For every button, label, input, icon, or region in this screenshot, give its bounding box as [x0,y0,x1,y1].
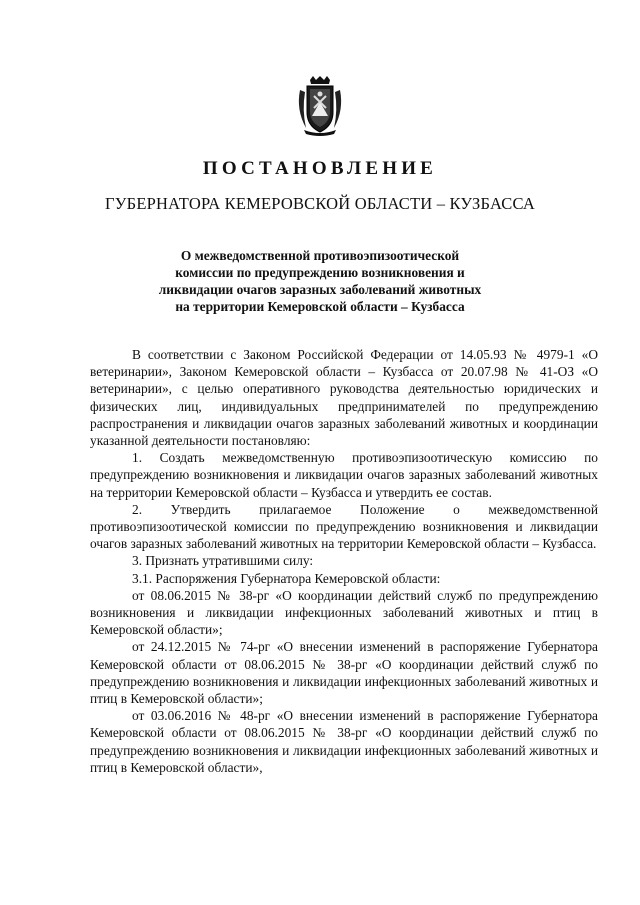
clause-1-paragraph: 1. Создать межведомственную противоэпизоотическую комиссию по предупреждению возникновения и ликвидации очагов заразных заболеваний животных на территории Кемеровской области – Кузбасса и утвердить ее состав. [90,450,598,500]
heading-line: комиссии по предупреждению возникновения и [175,265,465,280]
clause-3-paragraph: 3. Признать утратившими силу: [132,553,314,569]
heading-line: О межведомственной противоэпизоотической [180,248,460,263]
coat-of-arms-emblem [296,76,344,136]
clause-3-1-paragraph: 3.1. Распоряжения Губернатора Кемеровской области: [132,570,441,586]
preamble-paragraph: В соответствии с Законом Российской Федерации от 14.05.93 № 4979-1 «О ветеринарии», Законом Кемеровской области – Кузбасса от 20.07.98 № 41-ОЗ «О ветеринарии», с целью оперативного руководства деятельностью юридических и физических лиц, индивидуальных предпринимателей по предупреждению распространения и ликвидации очагов заразных заболеваний животных и координации указанной деятельности постановляю: [90,347,598,449]
repealed-order-paragraph: от 03.06.2016 № 48-рг «О внесении изменений в распоряжение Губернатора Кемеровской области от 08.06.2015 № 38-рг «О координации действий служб по предупреждению возникновения и ликвидации инфекционных заболеваний животных и птиц в Кемеровской области», [90,708,598,775]
decree-body [90,346,598,776]
decree-heading [110,247,530,315]
heading-line: ликвидации очагов заразных заболеваний животных [158,282,482,297]
repealed-order-paragraph: от 24.12.2015 № 74-рг «О внесении изменений в распоряжение Губернатора Кемеровской области от 08.06.2015 № 38-рг «О координации действий служб по предупреждению возникновения и ликвидации инфекционных заболеваний животных и птиц в Кемеровской области»; [90,639,598,707]
document-type-title: ПОСТАНОВЛЕНИЕ [202,158,438,179]
heading-line: на территории Кемеровской области – Кузбасса [175,299,465,314]
repealed-order-paragraph: от 08.06.2015 № 38-рг «О координации действий служб по предупреждению возникновения и ликвидации инфекционных заболеваний животных и птиц в Кемеровской области»; [90,587,598,638]
clause-2-paragraph: 2. Утвердить прилагаемое Положение о межведомственной противоэпизоотической комиссии по предупреждению возникновения и ликвидации очагов заразных заболеваний животных на территории Кемеровской области – Кузбасса. [90,501,598,552]
issuer-title: ГУБЕРНАТОРА КЕМЕРОВСКОЙ ОБЛАСТИ – КУЗБАССА [105,194,535,213]
